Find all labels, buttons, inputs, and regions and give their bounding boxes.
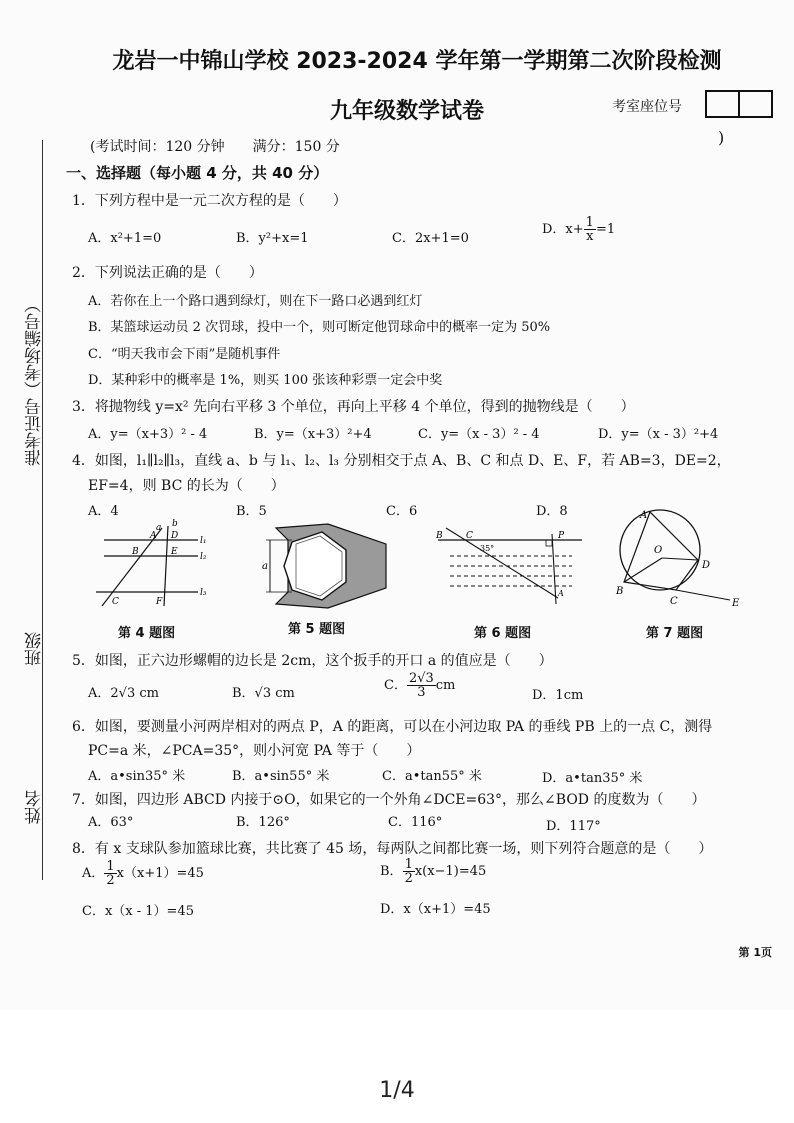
q6-option-d[interactable]: D．a•tan35° 米	[542, 771, 643, 786]
q5-option-a[interactable]: A．2√3 cm	[88, 686, 159, 701]
q8-b-prefix: B．	[380, 864, 403, 879]
q8-option-a[interactable]	[82, 860, 204, 887]
q5-stem: 5．如图，正六边形螺帽的边长是 2cm，这个扳手的开口 a 的值应是（ ）	[72, 653, 553, 669]
figure-4	[90, 518, 220, 610]
f4-label-A: A	[150, 531, 157, 541]
q8-b-num: 1	[404, 857, 413, 872]
f6-label-angle: 35°	[480, 544, 495, 553]
q5-c-suffix: cm	[435, 678, 456, 693]
seat-label: 考室座位号	[612, 99, 682, 115]
section-title: 一、选择题（每小题 4 分，共 40 分）	[66, 164, 329, 182]
q4-option-d[interactable]: D．8	[536, 504, 568, 519]
q1-option-a[interactable]: A．x²+1=0	[88, 231, 162, 246]
q5-option-b[interactable]: B．√3 cm	[232, 686, 295, 701]
q3-stem: 3．将抛物线 y=x² 先向右平移 3 个单位，再向上平移 4 个单位，得到的抛物线是（ ）	[72, 399, 635, 415]
q5-c-num: 2√3	[408, 671, 434, 686]
q1-d-suffix: =1	[595, 222, 616, 237]
f6-label-P: P	[558, 531, 565, 541]
q4-stem-2: EF=4，则 BC 的长为（ ）	[88, 478, 285, 494]
q3-option-c[interactable]: C．y=（x - 3）² - 4	[418, 427, 540, 442]
q6-option-a[interactable]: A．a•sin35° 米	[88, 769, 186, 784]
f4-label-b: b	[172, 519, 178, 529]
q6-option-b[interactable]: B．a•sin55° 米	[232, 769, 330, 784]
q1-option-b[interactable]: B．y²+x=1	[236, 231, 309, 246]
f6-label-B: B	[436, 531, 443, 541]
q5-c-fraction	[407, 672, 436, 699]
f7-label-D: D	[702, 560, 711, 571]
q8-option-c[interactable]: C．x（x - 1）=45	[82, 904, 194, 919]
figure-7-caption: 第 7 题图	[646, 626, 704, 641]
page-number: 第 1页	[738, 946, 772, 959]
exam-title: 龙岩一中锦山学校 2023-2024 学年第一学期第二次阶段检测	[112, 49, 722, 74]
q5-c-prefix: C．	[384, 678, 407, 693]
q6-option-c[interactable]: C．a•tan55° 米	[382, 769, 482, 784]
f7-label-O: O	[654, 545, 663, 556]
f7-label-B: B	[616, 586, 624, 597]
q8-option-d[interactable]: D．x（x+1）=45	[380, 902, 491, 917]
exam-info: (考试时间：120 分钟 满分：150 分	[90, 139, 340, 155]
q8-a-num: 1	[106, 859, 115, 874]
q1-option-d[interactable]	[542, 216, 615, 243]
q8-stem: 8．有 x 支球队参加篮球比赛，共比赛了 45 场，每两队之间都比赛一场，则下列符合题意的是（ ）	[72, 841, 713, 857]
q2-option-a[interactable]: A．若你在上一个路口遇到绿灯，则在下一路口必遇到红灯	[88, 294, 423, 309]
q2-option-d[interactable]: D．某种彩中的概率是 1%，则买 100 张该种彩票一定会中奖	[88, 373, 443, 388]
q1-option-c[interactable]: C．2x+1=0	[392, 231, 469, 246]
f6-label-A: A	[558, 589, 564, 598]
q2-option-c[interactable]: C．“明天我市会下雨”是随机事件	[88, 347, 281, 362]
figure-6-caption: 第 6 题图	[474, 626, 532, 641]
q1-d-prefix: D．x+	[542, 222, 584, 237]
q8-b-suffix: x(x−1)=45	[414, 864, 487, 879]
q7-option-d[interactable]: D．117°	[546, 819, 601, 834]
f6-label-C: C	[466, 531, 473, 541]
f4-label-C: C	[112, 597, 119, 607]
figure-6	[432, 524, 582, 608]
q3-option-a[interactable]: A．y=（x+3）² - 4	[88, 427, 208, 442]
q5-c-den: 3	[417, 685, 426, 700]
f5-label-a: a	[262, 561, 268, 572]
figure-5-caption: 第 5 题图	[288, 622, 346, 637]
page-counter: 1/4	[379, 1078, 415, 1103]
margin-line	[42, 140, 43, 880]
q4-option-b[interactable]: B．5	[236, 504, 267, 519]
q1-d-den: x	[586, 229, 594, 244]
q6-stem-1: 6．如图，要测量小河两岸相对的两点 P，A 的距离，可以在小河边取 PA 的垂线 PB 上的一点 C，测得	[72, 719, 713, 735]
f4-label-l2: l₂	[200, 552, 207, 562]
exam-number-label: 准考证号（考场编号）	[25, 296, 45, 466]
q2-stem: 2．下列说法正确的是（ ）	[72, 265, 263, 281]
f4-label-l3: l₃	[200, 588, 207, 598]
f4-label-l1: l₁	[200, 536, 207, 546]
q8-a-suffix: x（x+1）=45	[116, 866, 204, 881]
q5-option-c[interactable]	[384, 672, 455, 699]
q4-option-c[interactable]: C．6	[386, 504, 418, 519]
figure-4-caption: 第 4 题图	[118, 626, 176, 641]
q1-d-num: 1	[585, 215, 594, 230]
q7-option-c[interactable]: C．116°	[388, 815, 443, 830]
q4-option-a[interactable]: A．4	[88, 504, 119, 519]
f4-label-E: E	[171, 547, 178, 557]
figure-5	[258, 518, 388, 610]
header-paren: )	[718, 128, 725, 147]
exam-subtitle: 九年级数学试卷	[330, 99, 485, 124]
q6-stem-2: PC=a 米，∠PCA=35°，则小河宽 PA 等于（ ）	[88, 743, 421, 759]
q7-stem: 7．如图，四边形 ABCD 内接于⊙O，如果它的一个外角∠DCE=63°，那么∠BOD 的度数为（ ）	[72, 792, 706, 808]
q8-a-prefix: A．	[82, 866, 105, 881]
f7-label-E: E	[732, 598, 740, 609]
f4-label-F: F	[156, 597, 163, 607]
figure-7	[610, 506, 760, 614]
f7-label-C: C	[670, 596, 678, 607]
q8-option-b[interactable]	[380, 858, 486, 885]
class-label: 班级	[25, 632, 45, 666]
f4-label-D: D	[171, 531, 179, 541]
f4-label-a: a	[156, 523, 162, 533]
q8-b-den: 2	[404, 871, 413, 886]
q2-option-b[interactable]: B．某篮球运动员 2 次罚球，投中一个，则可断定他罚球命中的概率一定为 50%	[88, 320, 551, 335]
q3-option-d[interactable]: D．y=（x - 3）²+4	[598, 427, 719, 442]
q4-stem-1: 4．如图，l₁∥l₂∥l₃，直线 a、b 与 l₁、l₂、l₃ 分别相交于点 A、B、C 和点 D、E、F，若 AB=3，DE=2，	[72, 453, 731, 469]
q7-option-a[interactable]: A．63°	[88, 815, 134, 830]
f4-label-B: B	[132, 547, 139, 557]
q1-d-fraction	[584, 216, 596, 243]
q7-option-b[interactable]: B．126°	[236, 815, 290, 830]
f7-label-A: A	[640, 510, 648, 521]
q8-a-fraction	[104, 860, 116, 887]
seat-number-box[interactable]	[705, 90, 773, 118]
q1-stem: 1．下列方程中是一元二次方程的是（ ）	[72, 193, 347, 209]
q8-a-den: 2	[106, 873, 115, 888]
q3-option-b[interactable]: B．y=（x+3）²+4	[254, 427, 372, 442]
q5-option-d[interactable]: D．1cm	[532, 688, 584, 703]
q8-b-fraction	[403, 858, 415, 885]
name-label: 姓名	[25, 790, 45, 824]
